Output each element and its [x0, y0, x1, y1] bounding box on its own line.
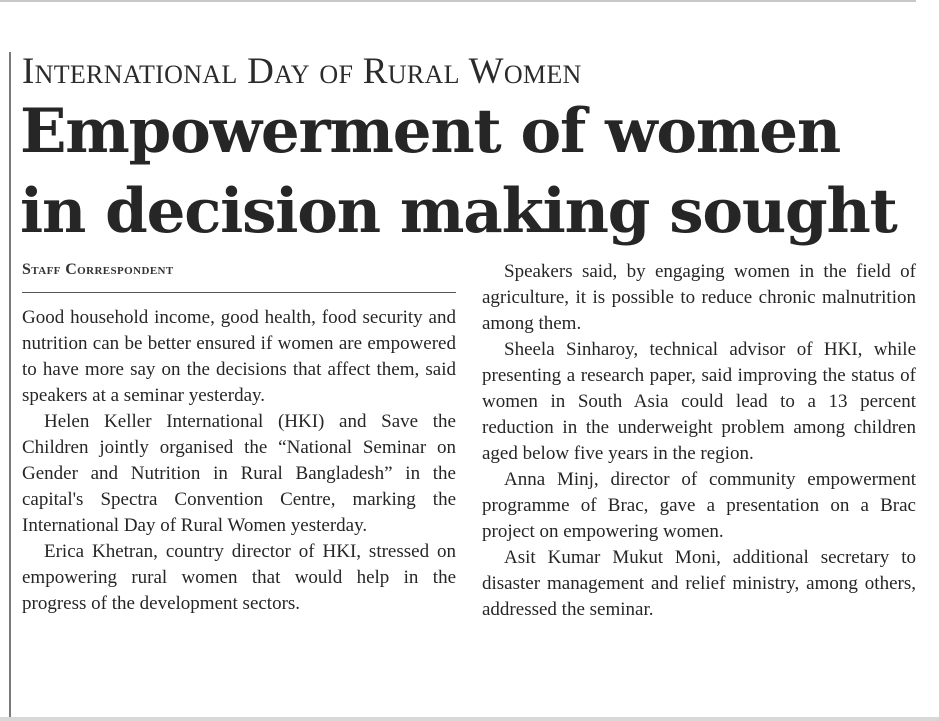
paragraph: Speakers said, by engaging women in the field of agriculture, it is possible to reduce chronic malnutrition among them.: [482, 261, 916, 334]
paragraph: Anna Minj, director of community empowerment programme of Brac, gave a presentation on a Brac project on empowering women.: [482, 469, 916, 542]
byline-rule: [22, 292, 456, 293]
headline-line-2: in decision making sought: [20, 176, 897, 247]
paragraph: Helen Keller International (HKI) and Save the Children jointly organised the “National Seminar on Gender and Nutrition in Rural Bangladesh” in the capital's Spectra Convention Centre, marking the International Day of Rural Women yesterday.: [22, 411, 456, 536]
left-border-rule: [9, 52, 11, 721]
paragraph: Sheela Sinharoy, technical advisor of HKI, while presenting a research paper, said improving the status of women in South Asia could lead to a 13 percent reduction in the underweight problem among children aged below five years in the region.: [482, 339, 916, 464]
article-column-right: [482, 259, 916, 623]
article-kicker: International Day of Rural Women: [22, 51, 582, 92]
bottom-border-rule: [0, 717, 939, 721]
paragraph: Erica Khetran, country director of HKI, stressed on empowering rural women that would help in the progress of the development sectors.: [22, 541, 456, 614]
paragraph: Good household income, good health, food security and nutrition can be better ensured if women are empowered to have more say on the decisions that affect them, said speakers at a seminar yesterday.: [22, 307, 456, 406]
headline-line-1: Empowerment of women: [20, 96, 841, 167]
article-headline: [20, 92, 930, 252]
article-column-left: [22, 305, 456, 617]
article-byline: Staff Correspondent: [22, 261, 174, 278]
top-border-rule: [0, 0, 916, 2]
paragraph: Asit Kumar Mukut Moni, additional secretary to disaster management and relief ministry, among others, addressed the seminar.: [482, 547, 916, 620]
